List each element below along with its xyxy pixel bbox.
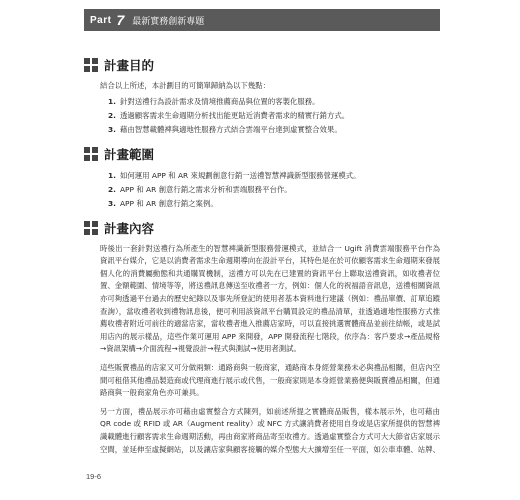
item-number: 3. (108, 198, 116, 208)
list-item (108, 197, 440, 211)
item-text: APP 和 AR 創意行銷之案例。 (120, 198, 218, 208)
item-text: 針對送禮行為設計需求及情境推薦商品與位置的客製化服務。 (120, 96, 320, 106)
section-scope (84, 145, 440, 211)
list-item (108, 123, 440, 137)
item-number: 2. (108, 184, 116, 194)
item-text: 透過顧客需求生命週期分析找出能更貼近消費者需求的精實行銷方式。 (120, 110, 350, 120)
section-purpose (84, 56, 440, 137)
list-item (108, 109, 440, 123)
chapter-header-bar (84, 9, 440, 31)
item-text: APP 和 AR 創意行銷之需求分析和雲端服務平台作。 (120, 184, 292, 194)
item-text: 藉由智慧載體裨與適地性服務方式結合雲端平台達到虛實整合效果。 (120, 124, 342, 134)
list-item (108, 183, 440, 197)
list-item (108, 169, 440, 183)
part-number: 7 (116, 12, 125, 28)
list-item (108, 95, 440, 109)
section-heading (84, 219, 440, 237)
body-paragraph: 這些販賣禮品的店家又可分做兩類：通路商與一般商家，通路商本身經營業務未必與禮品相關，但店內空間可租借其他禮品製造商或代理商進行展示或代售，一般商家則是本身經營業務便與販賣禮品相關，但通路商與一般商家角色亦可兼具。 (100, 362, 440, 398)
numbered-list (108, 169, 440, 211)
section-title: 計畫範圍 (104, 146, 155, 162)
numbered-list (108, 95, 440, 137)
section-square-icon (84, 221, 98, 235)
item-number: 3. (108, 124, 116, 134)
section-content (84, 219, 440, 457)
section-heading (84, 56, 440, 74)
section-title: 計畫內容 (104, 220, 155, 236)
body-paragraph: 另一方面，禮品展示亦可藉由虛實整合方式陳列，如前述所提之實體商品販售，樣本展示外，也可藉由 QR code 或 RFID 或 AR（Augment reality）或 NFC 方式讓消費者使用自身或是店家所提供的智慧裨識載體進行顧客需求生命週期活動，再由商家將商品寄至收禮方。透過虛實整合方式可大大節省店家展示空間，並延伸至虛擬網站，以及讓店家與顧客接觸的媒介型態大大擴增至任一平面，如公車車體、站牌、 (100, 406, 440, 454)
section-intro: 結合以上所述，本計劃目的可簡單歸納為以下幾點： (100, 81, 270, 90)
chapter-title: 最新實務創新專題 (132, 16, 205, 27)
page-content (84, 56, 440, 456)
section-heading (84, 145, 440, 163)
page-number: 19-6 (86, 472, 102, 481)
item-number: 1. (108, 96, 116, 106)
item-number: 1. (108, 170, 116, 180)
section-square-icon (84, 58, 98, 72)
section-square-icon (84, 147, 98, 161)
item-text: 如何運用 APP 和 AR 來規劃創意行銷一送禮智慧裨識新型服務營運模式。 (120, 170, 361, 180)
section-title: 計畫目的 (104, 58, 155, 73)
item-number: 2. (108, 110, 116, 120)
part-label: Part (90, 14, 112, 26)
body-paragraph: 時後出一套針對送禮行為所產生的智慧裨識新型服務營運模式，並結合一 Ugift 消費雲端服務平台作為資訊平台媒介，它是以消費者需求生命週期導向在設計平台，其特色是在於可依顧客需求生命週期來發展個人化的消費屬動態和共通購買機制，送禮方可以先在已建置的資訊平台上聯取送禮資訊，如收禮者位置、金額範圍、情境等等，將送禮訊息傳送至收禮者一方，例如：個人化的祝福語音訊息，送禮相關資訊亦可夠透過平台過去的歷史紀錄以及事先所登記的使用者基本資料進行建議（例如：禮品單價、訂單追蹤查詢），當收禮者收到禮物訊息後，便可利用該資訊平台購買設定的禮品清單，並透過適地性服務方式推薦收禮者附近可前往的適當店家，當收禮者進入推薦店家時，可以直接挑選實體商品並前往結帳，或是試用店內的展示樣品，這些作業可運用 APP 來開發，APP 開發流程七階段，依序為：客戶要求→產品規格→資訊架構→介面流程→視覺設計→程式與測試→使用者測試。 (100, 243, 440, 354)
